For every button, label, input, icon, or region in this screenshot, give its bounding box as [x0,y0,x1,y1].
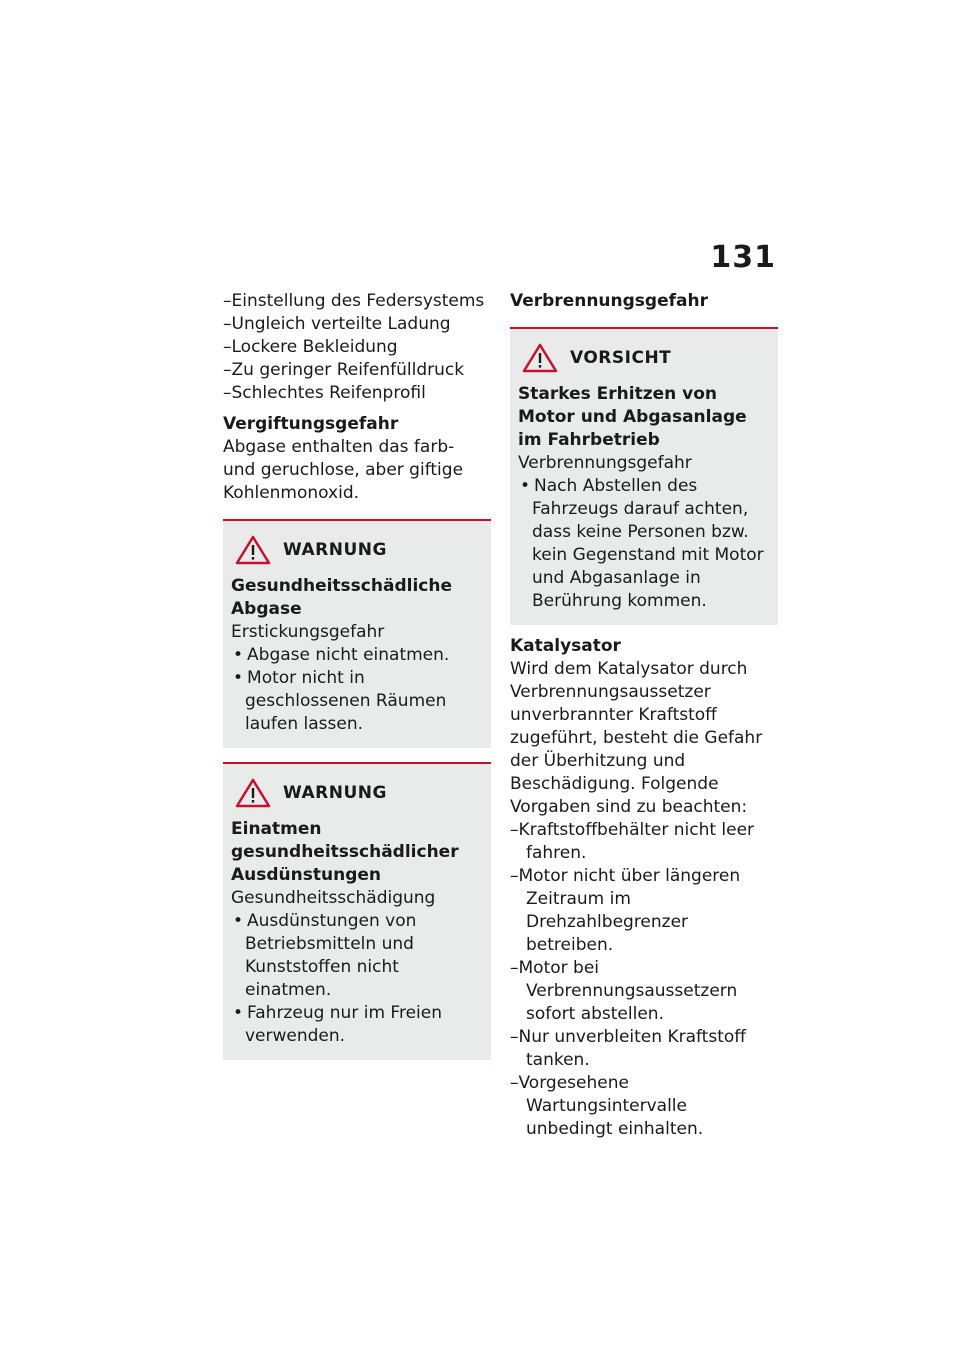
list-item: • Fahrzeug nur im Freien verwenden. [231,1002,483,1048]
list-item: –Schlechtes Reifenprofil [223,383,426,403]
caution-box [510,327,778,625]
list-item: –Ungleich verteilte Ladung [223,314,451,334]
warning-subtitle: Gesundheitsschädliche Abgase [231,576,452,619]
list-item: –Vorgesehene Wartungsintervalle unbedingt einhalten. [510,1073,704,1139]
warning-box [223,519,491,748]
warning-title: WARNUNG [283,539,387,560]
list-item: • Nach Abstellen des Fahrzeugs darauf achten, dass keine Personen bzw. kein Gegenstand mit Motor und Abgasanlage in Berührung kommen. [518,475,770,613]
warning-bullets [231,644,483,736]
section-paragraph: Wird dem Katalysator durch Verbrennungsaussetzer unverbrannter Kraftstoff zugeführt, besteht die Gefahr der Überhitzung und Beschädigung. Folgende Vorgaben sind zu beachten: [510,659,763,817]
caution-bullets [518,475,770,613]
list-item: • Abgase nicht einatmen. [231,644,483,667]
caution-subtitle: Starkes Erhitzen von Motor und Abgasanlage im Fahrbetrieb [518,384,747,450]
left-column [223,290,491,1070]
warning-hazard: Gesundheitsschädigung [231,888,436,908]
right-column [510,290,778,1141]
list-item: –Motor bei Verbrennungsaussetzern sofort abstellen. [510,958,738,1024]
section-heading: Verbrennungsgefahr [510,291,708,311]
warning-hazard: Erstickungsgefahr [231,622,385,642]
caution-title: VORSICHT [570,347,672,368]
warning-bullets [231,910,483,1048]
list-item: • Motor nicht in geschlossenen Räumen laufen lassen. [231,667,483,736]
list-item: –Motor nicht über längeren Zeitraum im Drehzahlbegrenzer betreiben. [510,866,741,955]
list-item: • Ausdünstungen von Betriebsmitteln und Kunststoffen nicht einatmen. [231,910,483,1002]
page-number: 131 [710,240,776,275]
section-heading: Vergiftungsgefahr [223,414,399,434]
warning-title: WARNUNG [283,782,387,803]
list-item: –Zu geringer Reifenfülldruck [223,360,465,380]
warning-triangle-icon [522,343,558,373]
section-paragraph: Abgase enthalten das farb- und geruchlose, aber giftige Kohlenmonoxid. [223,437,464,503]
warning-triangle-icon [235,535,271,565]
instruction-list [510,819,778,1141]
list-item: –Kraftstoffbehälter nicht leer fahren. [510,820,755,863]
list-item: –Lockere Bekleidung [223,337,398,357]
warning-subtitle: Einatmen gesundheitsschädlicher Ausdünstungen [231,819,459,885]
caution-hazard: Verbrennungsgefahr [518,453,692,473]
condition-list [223,290,491,405]
section-heading: Katalysator [510,636,621,656]
list-item: –Nur unverbleiten Kraftstoff tanken. [510,1027,746,1070]
list-item: –Einstellung des Federsystems [223,291,485,311]
warning-triangle-icon [235,778,271,808]
warning-box [223,762,491,1060]
